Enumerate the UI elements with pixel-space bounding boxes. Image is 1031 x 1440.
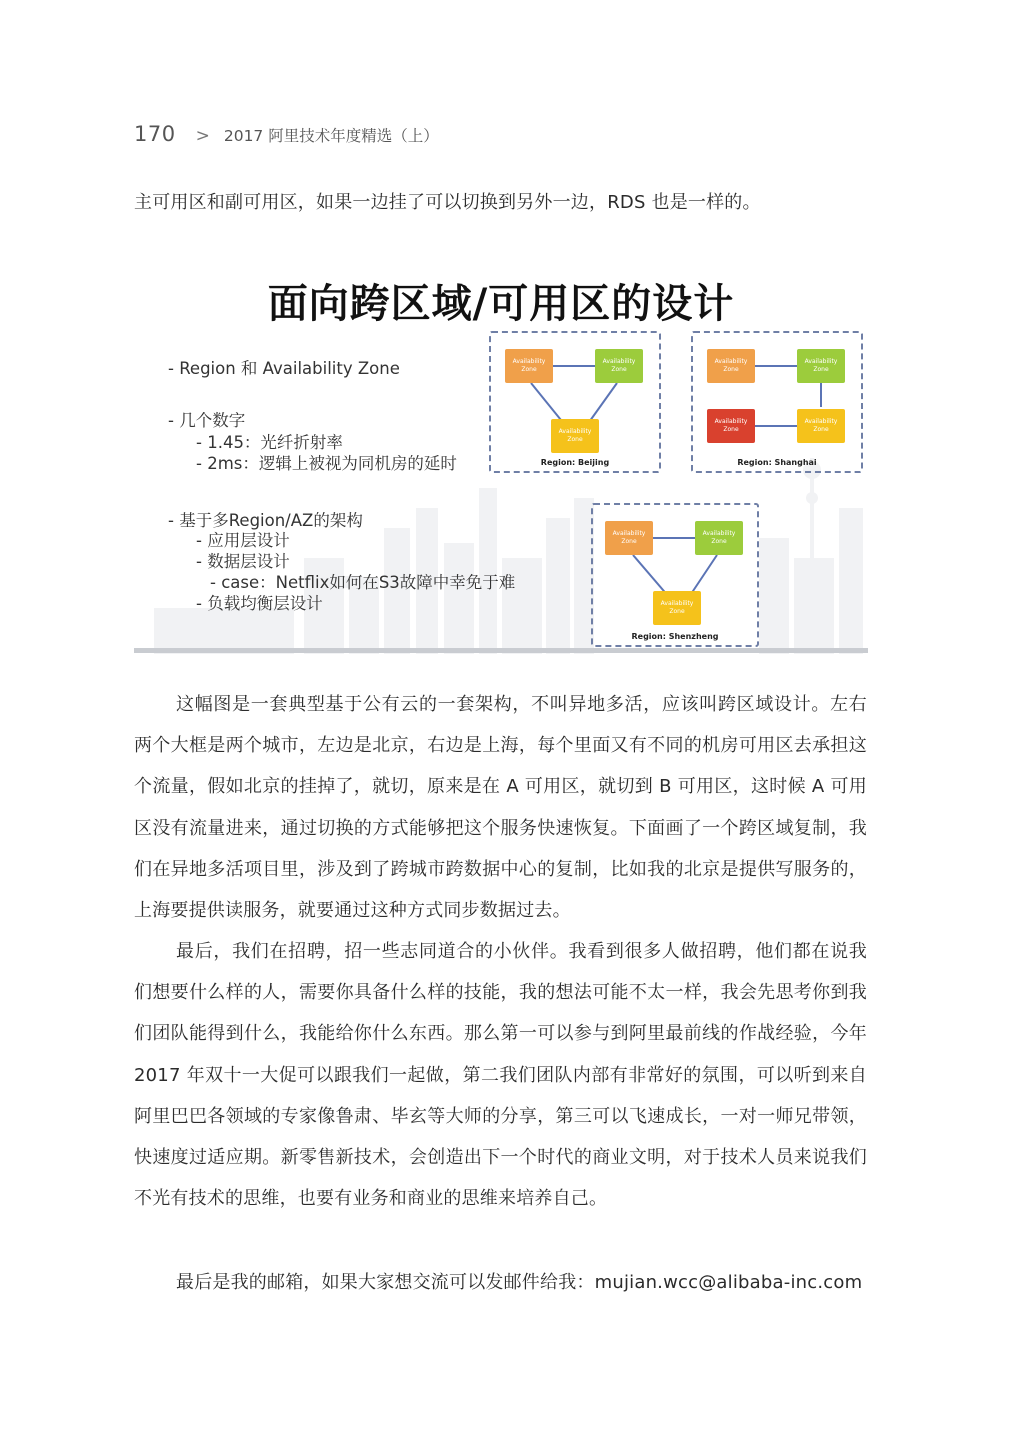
bullet-latency: - 2ms：逻辑上被视为同机房的延时: [196, 454, 457, 473]
bullet-lb-layer: - 负载均衡层设计: [196, 594, 323, 613]
bullet-numbers: - 几个数字: [168, 411, 246, 430]
shanghai-zone-c: Availability Zone: [707, 409, 755, 443]
shenzheng-zone-a: Availability Zone: [605, 521, 653, 555]
header-separator: >: [195, 126, 210, 146]
paragraph-architecture: 这幅图是一套典型基于公有云的一套架构，不叫异地多活，应该叫跨区域设计。左右两个大框是两个城市，左边是北京，右边是上海，每个里面又有不同的机房可用区去承担这个流量，假如北京的挂掉了，就切，原来是在 A 可用区，就切到 B 可用区，这时候 A 可用区没有流量进来，通过切换的方式能够把这个服务快速恢复。下面画了一个跨区域复制，我们在异地多活项目里，涉及到了跨城市跨数据中心的复制，比如我的北京是提供写服务的，上海要提供读服务，就要通过这种方式同步数据过去。: [134, 694, 867, 922]
book-title: 2017 阿里技术年度精选（上）: [223, 127, 439, 145]
region-beijing-box: [489, 331, 661, 473]
region-shanghai-box: [691, 331, 863, 473]
shanghai-zone-d: Availability Zone: [797, 409, 845, 443]
intro-paragraph: 主可用区和副可用区，如果一边挂了可以切换到另外一边，RDS 也是一样的。: [134, 192, 761, 213]
paragraph-contact: 最后是我的邮箱，如果大家想交流可以发邮件给我：mujian.wcc@alibaba-inc.com: [176, 1272, 863, 1293]
slide-bottom-rule: [134, 648, 868, 653]
page-number: 170: [134, 122, 176, 146]
slide-figure: [134, 258, 868, 654]
beijing-zone-c: Availability Zone: [551, 419, 599, 453]
bullet-region-az: - Region 和 Availability Zone: [168, 359, 400, 378]
beijing-zone-a: Availability Zone: [505, 349, 553, 383]
slide-title: 面向跨区域/可用区的设计: [267, 281, 735, 327]
bullet-architecture: - 基于多Region/AZ的架构: [168, 511, 363, 530]
paragraph-recruiting: 最后，我们在招聘，招一些志同道合的小伙伴。我看到很多人做招聘，他们都在说我们想要什么样的人，需要你具备什么样的技能，我的想法可能不太一样，我会先思考你到我们团队能得到什么，我能给你什么东西。那么第一可以参与到阿里最前线的作战经验，今年 2017 年双十一大促可以跟我们一起做，第二我们团队内部有非常好的氛围，可以听到来自阿里巴巴各领域的专家像鲁肃、毕玄等大师的分享，第三可以飞速成长，一对一师兄带领，快速度过适应期。新零售新技术，会创造出下一个时代的商业文明，对于技术人员来说我们不光有技术的思维，也要有业务和商业的思维来培养自己。: [134, 941, 867, 1210]
running-header: [134, 122, 439, 146]
region-shenzheng-label: Region: Shenzheng: [631, 632, 719, 641]
bullet-data-layer: - 数据层设计: [196, 552, 290, 571]
region-shanghai-label: Region: Shanghai: [737, 458, 817, 467]
shenzheng-zone-b: Availability Zone: [695, 521, 743, 555]
bullet-refraction: - 1.45：光纤折射率: [196, 433, 343, 452]
shenzheng-zone-c: Availability Zone: [653, 591, 701, 625]
region-shenzheng-box: [591, 503, 759, 647]
shanghai-zone-a: Availability Zone: [707, 349, 755, 383]
bullet-netflix-case: - case：Netflix如何在S3故障中幸免于难: [210, 573, 516, 592]
bullet-app-layer: - 应用层设计: [196, 531, 290, 550]
shanghai-zone-b: Availability Zone: [797, 349, 845, 383]
region-beijing-label: Region: Beijing: [540, 458, 610, 467]
beijing-zone-b: Availability Zone: [595, 349, 643, 383]
